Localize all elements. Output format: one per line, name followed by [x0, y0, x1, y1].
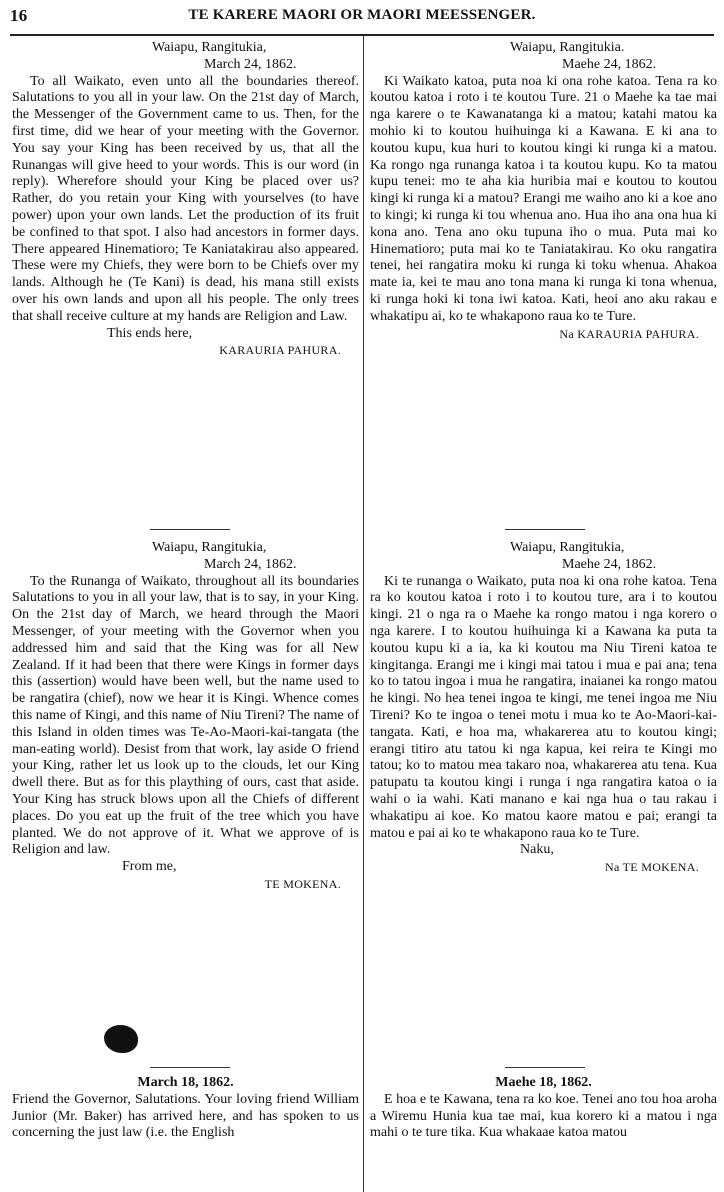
letter-date: March 24, 1862. — [204, 556, 297, 572]
letter-body: E hoa e te Kawana, tena ra ko koe. Tenei ano tou hoa aroha a Wiremu Hunia kua tae mai, kua korero ki a matou i nga mahi o te ture tika. Kua whakaae katoa matou — [370, 1091, 717, 1141]
letter-signature: KARAURIA PAHURA. — [219, 343, 341, 358]
letter-body: To the Runanga of Waikato, throughout all its boundaries Salutations to you in all your law, that is to say, in your King. On the 21st day of March, we heard through the Maori Messenger, of your meeting with the Governor when you addressed him and said that the King was for all New Zealand. If it had been that there were Kings in former days this (assertion) would have been well, but the name used to be rangatira (chief), now we hear it is Kingi. Whence comes this name of Kingi, and this name of Niu Tireni? The name of this Island in olden times was Te-Ao-Maori-kai-tangata (the man-eating world). Desist from that work, lay aside O friend your King, rather let us look up to the clouds, let our King dwell there. But as for this plaything of ours, cast that aside. Your King has struck blows upon all the Chiefs of different places. Do you eat up the fruit of the tree which you have planted. We do not approve of it. What we approve of is Religion and law. — [12, 573, 359, 858]
newspaper-title: TE KARERE MAORI OR MAORI MEESSENGER. — [188, 7, 536, 23]
letter-date: March 18, 1862. — [137, 1075, 234, 1090]
header-rule — [10, 34, 714, 36]
letter-date: Maehe 18, 1862. — [495, 1075, 592, 1090]
ink-blot — [104, 1025, 138, 1053]
letter-closing: This ends here, — [107, 325, 193, 341]
letter-location: Waiapu, Rangitukia, — [510, 540, 625, 555]
letter-closing: Naku, — [520, 842, 554, 858]
maori-letter-3 — [370, 1075, 717, 1142]
maori-letter-1 — [370, 40, 717, 342]
letter-body: Ki Waikato katoa, puta noa ki ona rohe katoa. Tena ra ko koutou katoa i roto i te koutou Ture. 21 o Maehe ka tae mai nga karere o te Kawanatanga ki a matou; katahi matou ka mohio ki to koutou huihuinga ki a Kawana. E ki ana to koutou kupu, kua huri to koutou kingi ki runga ki a matou. Ka rongo nga runanga katoa i ta koutou kupu. Ko ta matou kupu tenei: mo te aha kia huribia mai e koutou to koutou kingi ki runga ki a matou? Erangi me waiho ano ki a koe ano to kingi; ki runga ki tou whenua ano. Hua iho ana ona hua ki kona ano. Tena ano oku tupuna iho o mua. Puta mai ko Hinematioro; puta mai ko te Taniatakirau. Ko oku rangatira tenei, hei rangatira moku ki runga ki toku whenua. Ahakoa mate ia, kei te mau ano tona mana ki runga ki tona whenua, ki runga hoki ki tona iwi katoa. Kati, heoi ano aku rakau e whakatipu ai, ko te whakapono raua ko te Ture. — [370, 73, 717, 324]
english-letter-2 — [12, 540, 359, 893]
letter-signature: Na TE MOKENA. — [605, 860, 699, 875]
letter-location: Waiapu, Rangitukia, — [152, 40, 267, 55]
letter-date: March 24, 1862. — [204, 56, 297, 72]
letter-from: From me, — [122, 859, 177, 875]
letter-body: Friend the Governor, Salutations. Your loving friend William Junior (Mr. Baker) has arrived here, and has spoken to us concerning the just law (i.e. the English — [12, 1091, 359, 1141]
maori-letter-2 — [370, 540, 717, 876]
page-number: 16 — [10, 6, 28, 25]
column-divider — [363, 36, 364, 1192]
letter-separator — [150, 1067, 230, 1068]
letter-body: Ki te runanga o Waikato, puta noa ki ona rohe katoa. Tena ra ko koutou katoa i roto i to koutou ture, ara i to koutou kingi. 21 o nga ra o Maehe ka rongo matou i nga korero o nga karere. I to koutou huihuinga ki a Kawana ka puta ta koutou kupu ki a ia, ka ki koutou ma Niu Tireni katoa te kingitanga. Erangi me i kingi mai tatou i mua e pai ana; tena ko to tatou ingoa i mua he rangatira, inaianei ka rongo matou he kingi. No hea tenei ingoa te kingi, me tenei ingoa me Niu Tireni? Ko te ingoa o tenei motu i mua ko te Ao-Maori-kai-tangata. Kati, e hoa ma, whakarerea atu to koutou kingi; erangi titiro atu tatou ki nga kapua, kei reira te Kingi mo tatou; ko to matou mea takaro noa, whakarerea atu tena. Kua patupatu ta koutou kingi i runga i nga rangatira katoa o ia wahi o ia wahi. Kati manano e kai nga hua o tau rakau i whakatipu ai koe. Ko matou kaore matou e pai; erangi ta matou e pai ai ko te whakapono raua ko te Ture. — [370, 573, 717, 841]
letter-date: Maehe 24, 1862. — [562, 56, 657, 72]
english-letter-3 — [12, 1075, 359, 1142]
letter-signature: TE MOKENA. — [264, 876, 341, 891]
letter-signature: Na KARAURIA PAHURA. — [559, 326, 699, 341]
letter-body: To all Waikato, even unto all the boundaries thereof. Salutations to you all in your law. On the 21st day of March, the Messenger of the Government came to us. Then, for the first time, did we hear of your meeting with the Governor. You say your King has been received by us, that all the Runangas will give heed to your words. This is our word (in reply). Wherefore should your King be placed over us? Rather, do you retain your King with yourselves (to have power) upon your own lands. Let the production of its fruit be confined to that spot. I also had ancestors in former days. There appeared Hinematioro; Te Kaniatakirau also appeared. These were my Chiefs, they were born to be Chiefs over my lands. Although he (Te Kani) is dead, his mana still exists over his own lands and upon all his people. The only trees that shall receive culture at my hands are Religion and Law. — [12, 73, 359, 324]
letter-separator — [150, 529, 230, 530]
page-header — [10, 4, 714, 30]
english-letter-1 — [12, 40, 359, 359]
letter-separator — [505, 1067, 585, 1068]
letter-separator — [505, 529, 585, 530]
letter-location: Waiapu, Rangitukia. — [510, 40, 625, 55]
letter-location: Waiapu, Rangitukia, — [152, 540, 267, 555]
letter-date: Maehe 24, 1862. — [562, 556, 657, 572]
